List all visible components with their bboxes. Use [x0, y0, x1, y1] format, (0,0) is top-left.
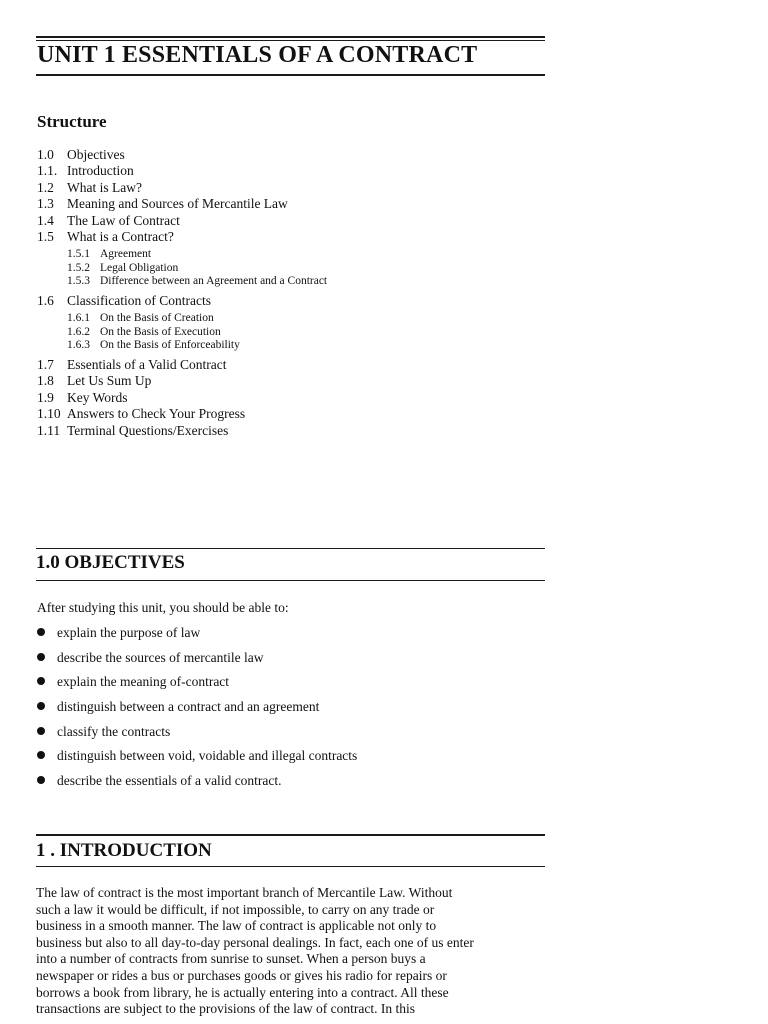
paragraph-line: transactions are subject to the provisions of the law of contract. In this	[36, 1001, 416, 1017]
toc-subitem	[67, 248, 327, 261]
toc-subitem	[67, 275, 327, 288]
bullet-icon	[37, 702, 45, 710]
objective-text: explain the meaning of-contract	[57, 674, 230, 690]
toc-item-label: What is a Contract?	[67, 229, 174, 245]
objective-item	[37, 772, 357, 797]
toc-subitem-number: 1.6.2	[67, 325, 90, 338]
toc-item-number: 1.8	[37, 373, 54, 389]
paragraph-line: business in a smooth manner. The law of contract is applicable not only to	[36, 918, 437, 934]
objectives-intro: After studying this unit, you should be able to:	[37, 600, 289, 615]
toc-subitems	[37, 312, 327, 352]
toc-item	[37, 229, 327, 245]
toc-item	[37, 390, 327, 406]
toc-item-label: Essentials of a Valid Contract	[67, 357, 227, 373]
toc-item-number: 1.0	[37, 147, 54, 162]
toc-item	[37, 147, 327, 163]
toc-item-number: 1.6	[37, 293, 54, 309]
paragraph-line: into a number of contracts from sunrise to sunset. When a person buys a	[36, 951, 426, 967]
toc-subitem-label: On the Basis of Execution	[100, 325, 221, 338]
toc-subitem-number: 1.6.3	[67, 338, 90, 351]
toc-subitem-label: Difference between an Agreement and a Contract	[100, 274, 328, 287]
toc-item-number: 1.11	[37, 422, 61, 438]
paragraph-line: borrows a book from library, he is actually entering into a contract. All these	[36, 984, 449, 1000]
objective-item	[37, 649, 357, 674]
bullet-icon	[37, 677, 45, 685]
objective-item	[37, 673, 357, 698]
toc-subitem-number: 1.6.1	[67, 312, 90, 325]
toc-item-number: 1.3	[37, 196, 54, 212]
toc-item-label: Classification of Contracts	[67, 293, 211, 309]
toc-subitem-label: On the Basis of Creation	[100, 312, 214, 325]
introduction-rule-bottom	[36, 866, 545, 867]
title-rule-top-thin	[36, 40, 545, 41]
objective-item	[37, 723, 357, 748]
toc-item-label: The Law of Contract	[67, 212, 180, 228]
toc-subitem	[67, 326, 327, 339]
toc-subitem-label: Legal Obligation	[100, 261, 179, 274]
introduction-rule-top	[36, 834, 545, 836]
toc-item	[37, 180, 327, 196]
objectives-list	[37, 624, 357, 797]
toc-item-label: Let Us Sum Up	[67, 373, 152, 389]
toc-item	[37, 163, 327, 179]
toc-item	[37, 213, 327, 229]
bullet-icon	[37, 628, 45, 636]
toc-subitem	[67, 339, 327, 352]
toc-item-label: Key Words	[67, 389, 128, 405]
bullet-icon	[37, 776, 45, 784]
toc-item-label: Terminal Questions/Exercises	[67, 422, 229, 438]
objectives-rule-bottom	[36, 580, 545, 581]
toc-subitems	[37, 248, 327, 288]
toc-item	[37, 357, 327, 373]
toc-subitem-number: 1.5.3	[67, 274, 90, 287]
objective-text: classify the contracts	[57, 723, 171, 739]
toc-item-number: 1.2	[37, 179, 54, 195]
unit-title: UNIT 1 ESSENTIALS OF A CONTRACT	[37, 42, 478, 68]
introduction-paragraph	[36, 885, 546, 1018]
toc-item-number: 1.7	[37, 357, 54, 373]
toc-item-number: 1.9	[37, 389, 54, 405]
toc-item	[37, 196, 327, 212]
objective-text: distinguish between a contract and an agreement	[57, 699, 320, 715]
toc-item	[37, 406, 327, 422]
paragraph-line: newspaper or rides a bus or purchases goods or gives his radio for repairs or	[36, 967, 447, 983]
toc-item-label: What is Law?	[67, 179, 142, 195]
toc-item	[37, 293, 327, 309]
objective-item	[37, 624, 357, 649]
toc-subitem-label: Agreement	[100, 248, 152, 261]
introduction-heading: 1 . INTRODUCTION	[36, 840, 212, 861]
toc-item-number: 1.4	[37, 212, 54, 228]
toc-subitem-number: 1.5.1	[67, 248, 90, 261]
paragraph-line: The law of contract is the most important branch of Mercantile Law. Without	[36, 885, 453, 900]
toc-item	[37, 373, 327, 389]
table-of-contents	[37, 147, 327, 439]
objective-text: describe the sources of mercantile law	[57, 649, 264, 665]
objective-item	[37, 698, 357, 723]
toc-item-label: Meaning and Sources of Mercantile Law	[67, 196, 288, 212]
toc-item	[37, 423, 327, 439]
toc-subitem-number: 1.5.2	[67, 261, 90, 274]
toc-item-number: 1.10	[37, 406, 61, 422]
toc-item-label: Answers to Check Your Progress	[67, 406, 246, 422]
toc-item-number: 1.5	[37, 229, 54, 245]
structure-heading: Structure	[37, 112, 107, 131]
objective-item	[37, 747, 357, 772]
bullet-icon	[37, 727, 45, 735]
toc-item-number: 1.1.	[37, 163, 58, 179]
objectives-heading: 1.0 OBJECTIVES	[36, 552, 185, 573]
objective-text: distinguish between void, voidable and illegal contracts	[57, 748, 358, 764]
paragraph-line: such a law it would be difficult, if not impossible, to carry on any trade or	[36, 901, 435, 917]
toc-item-label: Objectives	[67, 147, 125, 162]
toc-subitem	[67, 262, 327, 275]
bullet-icon	[37, 751, 45, 759]
objective-text: explain the purpose of law	[57, 625, 201, 640]
objectives-rule-top	[36, 548, 545, 549]
toc-subitem-label: On the Basis of Enforceability	[100, 338, 240, 351]
title-rule-top	[36, 36, 545, 38]
toc-subitem	[67, 312, 327, 325]
title-rule-bottom	[36, 74, 545, 76]
bullet-icon	[37, 653, 45, 661]
objective-text: describe the essentials of a valid contract.	[57, 773, 282, 789]
toc-item-label: Introduction	[67, 163, 134, 179]
paragraph-line: business but also to all day-to-day personal dealings. In fact, each one of us enter	[36, 934, 474, 950]
